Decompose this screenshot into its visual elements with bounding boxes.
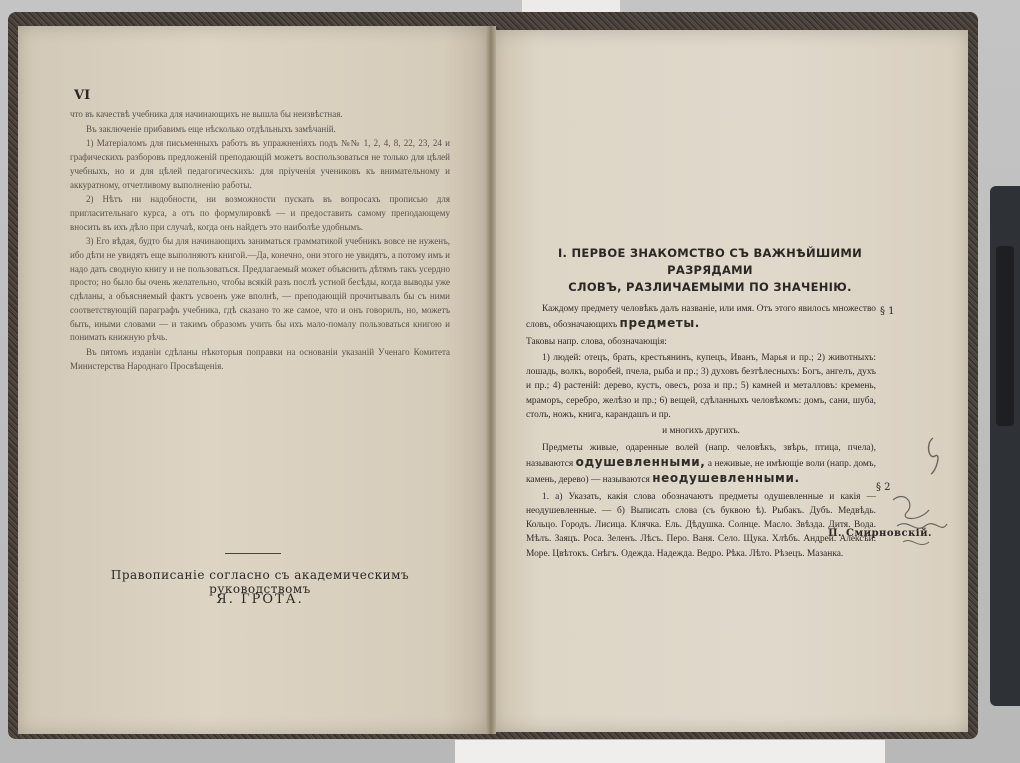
- bottom-paper-tab: [455, 740, 885, 763]
- page-number: VI: [74, 88, 91, 103]
- paragraph: Въ пятомъ изданіи сдѣланы нѣкоторыя поправки на основаніи указаній Ученаго Комитета Министерства Народнаго Просвѣщенія.: [70, 346, 450, 371]
- spelling-note-author: Я. ГРОТА.: [216, 592, 304, 607]
- paragraph: 1) людей: отецъ, брать, крестьянинъ, купецъ, Иванъ, Марья и пр.; 2) животныхъ: лошадь, волкъ, воробей, пчела, рыба и пр.; 3) духовъ безтѣлесныхъ: Богъ, ангелъ, духъ и пр.; 4) растеній: дерево, кустъ, овесъ, роза и пр.; 5) камней и металловъ: кремень, мраморъ, серебро, желѣзо и пр.; 6) вещей, сдѣланныхъ человѣкомъ: домъ, сани, шуба, столъ, ножъ, книга, карандашъ и пр.: [526, 352, 876, 421]
- spelling-note: Правописаніе согласно съ академическимъ руководствомъ: [110, 568, 410, 596]
- paragraph: 1) Матеріаломъ для письменныхъ работъ въ упражненіяхъ подъ №№ 1, 2, 4, 8, 22, 23, 24 и графическихъ разборовъ предложеній преподающій можетъ воспользоваться не только для цѣлей учебныхъ, но и для цѣлей педагогическихъ: для пріученія учениковъ къ внимательному и аккуратному, отчетливому выполненію работы.: [70, 138, 450, 190]
- paragraph-text: а неживые, не имѣющіе воли (напр. домъ, камень, дерево) — называются: [526, 458, 876, 486]
- bold-term: неодушевленными.: [652, 471, 800, 486]
- section-marker: § 1: [880, 306, 895, 317]
- author-signature: П. Смирновскій.: [828, 528, 932, 539]
- paragraph: Таковы напр. слова, обозначающія:: [526, 336, 667, 347]
- exercise: 1. а) Указать, какія слова обозначаютъ предметы одушевленные и какія — неодушевленные. — б) Выписать слова (съ буквою ѣ). Рыбакъ. Дубъ. Медвѣдь. Кольцо. Городъ. Лисица. Клячка. Ель. Дѣдушка. Солнце. Масло. Звѣзда. Дитя. Вода. Мѣлъ. Заяцъ. Роса. Зеленъ. Лѣсъ. Перо. Ваня. Село. Щука. Хлѣбъ. Андрей. Алексѣй. Море. Цвѣтокъ. Снѣгъ. Одежда. Надежда. Ведро. Рѣка. Лѣто. Рѣзецъ. Мазанка.: [526, 491, 876, 559]
- bold-term: одушевленными,: [575, 454, 706, 469]
- bold-term: предметы.: [619, 316, 700, 331]
- paragraph: 2) Нѣтъ ни надобности, ни возможности пускать въ вопросахъ прописью для пригласительнаго курса, а отъ по формулировкѣ — и предоставить самому преподающему вносить въ ихъ дѣло при случаѣ, когда онъ найдетъ это наиболѣе удобнымъ.: [70, 194, 450, 232]
- chapter-heading-line: I. ПЕРВОЕ ЗНАКОМСТВО СЪ ВАЖНѢЙШИМИ РАЗРЯДАМИ: [557, 246, 863, 277]
- side-clamp: [990, 186, 1020, 706]
- left-page-text: [70, 108, 450, 374]
- paragraph-text: Каждому предмету человѣкъ далъ названіе, или имя. Отъ этого явилось множество словъ, обозначающихъ: [526, 304, 876, 331]
- paragraph: 3) Его вѣдая, будто бы для начинающихъ заниматься грамматикой учебникъ вовсе не нуженъ, ибо дѣти не увидятъ еще выполняютъ книгой.—Да, конечно, они этого не увидятъ, а потому имъ и надо дать сводную книгу и не пользоваться. Предлагаемый может объяснить дѣтямъ такъ усердно просто; но было бы очень желательно, чтобы всякій разъ послѣ устной бесѣды, когда выводы уже сдѣланы, а объясняемый фактъ усвоенъ уже вполнѣ, — преподающій прочитывалъ бы съ ними соответствующій параграфъ учебника, гдѣ сказано то же самое, что и онъ говорилъ, но, можетъ быть, иными словами — и такимъ образомъ учить бы ихъ мало-помалу пользоваться книгою и понимать книжную рѣчь.: [70, 236, 450, 343]
- paragraph: [526, 302, 876, 333]
- chapter-heading: [520, 245, 900, 296]
- paragraph-text: Предметы живые, одаренные волей (напр. человѣкъ, звѣрь, птица, пчела), называются: [526, 442, 876, 469]
- pencil-marks: [885, 430, 955, 560]
- chapter-heading-line: СЛОВЪ, РАЗЛИЧАЕМЫМИ ПО ЗНАЧЕНІЮ.: [568, 280, 852, 294]
- right-page-text: [526, 302, 876, 563]
- paragraph: что въ качествѣ учебника для начинающихъ не вышла бы неизвѣстная.: [70, 109, 343, 119]
- paragraph: и многихъ другихъ.: [662, 426, 740, 437]
- book-gutter: [486, 26, 496, 734]
- paragraph: Въ заключеніе прибавимъ еще нѣсколько отдѣльныхъ замѣчаній.: [86, 123, 336, 134]
- clamp-notch: [996, 246, 1014, 426]
- section-marker: § 2: [876, 482, 891, 493]
- paragraph: [526, 441, 876, 488]
- divider: [225, 553, 281, 554]
